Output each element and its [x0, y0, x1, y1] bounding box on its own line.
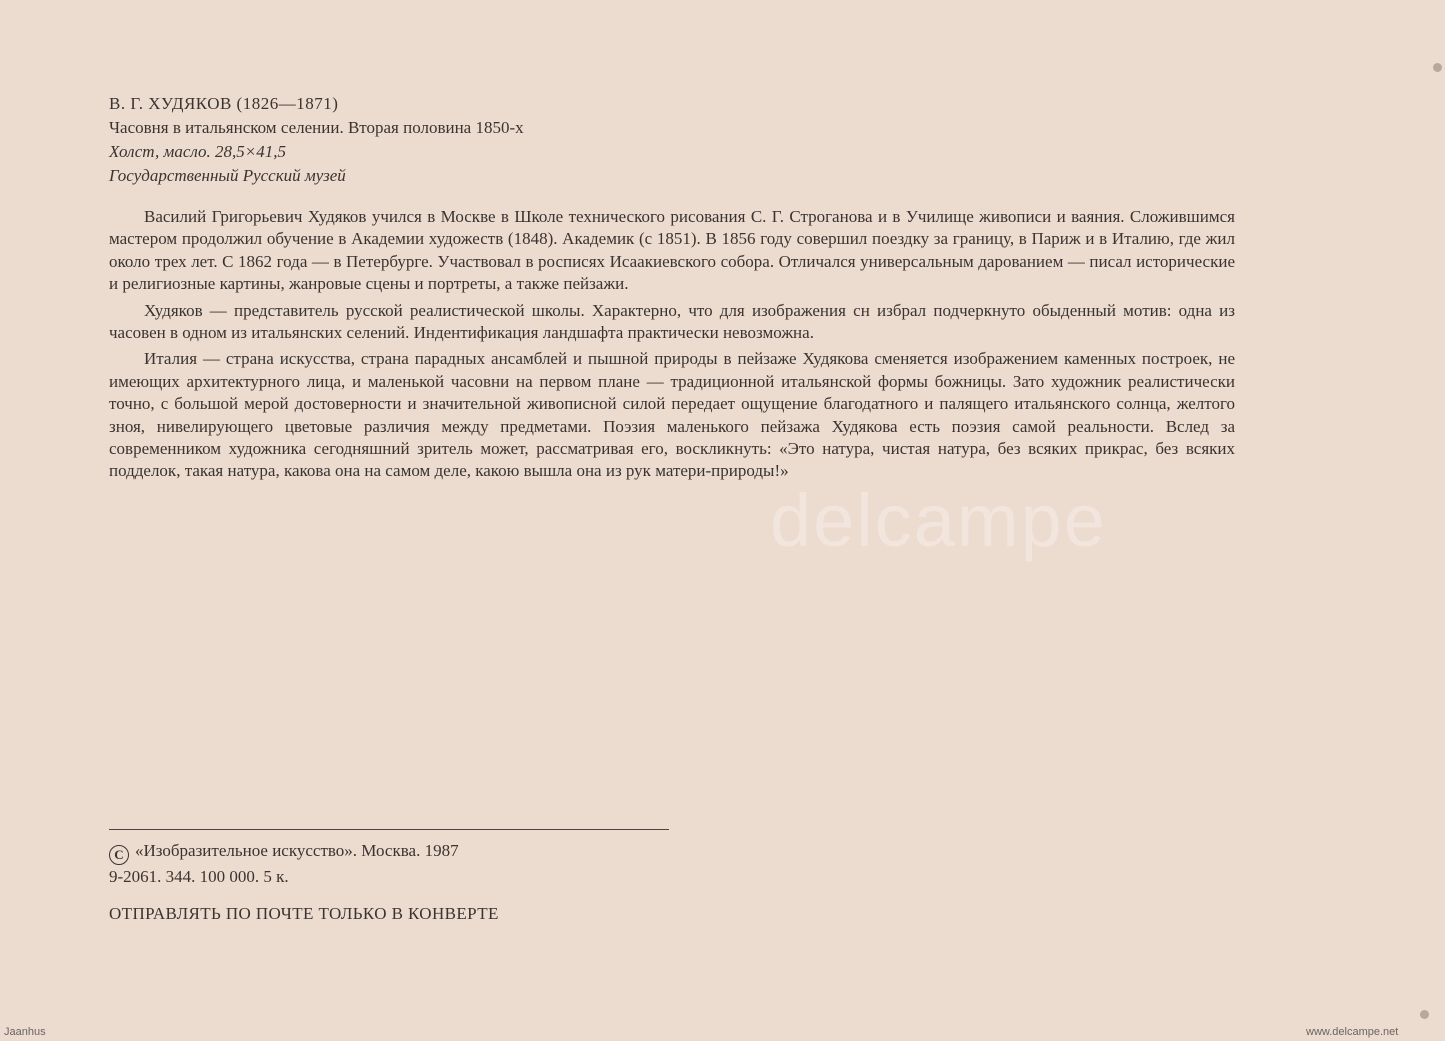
corner-dot — [1420, 1010, 1429, 1019]
description-text — [109, 206, 1235, 487]
copyright-icon: C — [109, 845, 129, 865]
artwork-medium: Холст, масло. 28,5×41,5 — [109, 142, 286, 161]
catalog-line: 9-2061. 344. 100 000. 5 к. — [109, 867, 289, 886]
paragraph: Италия — страна искусства, страна парадных ансамблей и пышной природы в пейзаже Худякова сменяется изображением каменных построек, не имеющих архитектурного лица, и маленькой часовни на первом плане — традиционной итальянской формы божницы. Зато художник реалистически точно, с большой мерой достоверности и значительной живописной силой передает ощущение благодатного и палящего итальянского солнца, желтого зноя, нивелирующего цветовые различия между предметами. Поэзия маленького пейзажа Худякова есть поэзия самой реальности. Вслед за современником художника сегодняшний зритель может, рассматривая его, воскликнуть: «Это натура, чистая натура, без всяких прикрас, без всяких подделок, такая натура, какова она на самом деле, какою вышла она из рук матери-природы!» — [109, 349, 1235, 481]
museum-name: Государственный Русский музей — [109, 166, 346, 185]
publisher-line: «Изобразительное искусство». Москва. 1987 — [135, 841, 459, 860]
paragraph: Худяков — представитель русской реалистической школы. Характерно, что для изображения сн избрал подчеркнуто обыденный мотив: одна из часовен в одном из итальянских селений. Индентификация ландшафта практически невозможна. — [109, 300, 1235, 343]
divider — [109, 829, 669, 830]
site-credit: www.delcampe.net — [1306, 1026, 1399, 1038]
artist-name: В. Г. ХУДЯКОВ (1826—1871) — [109, 94, 339, 113]
paragraph: Василий Григорьевич Худяков учился в Москве в Школе технического рисования С. Г. Строганова и в Училище живописи и ваяния. Сложившимся мастером продолжил обучение в Академии художеств (1848). Академик (с 1851). В 1856 году совершил поездку за границу, в Париж и в Италию, где жил около трех лет. С 1862 года — в Петербурге. Участвовал в росписях Исаакиевского собора. Отличался универсальным дарованием — писал исторические и религиозные картины, жанровые сцены и портреты, а также пейзажи. — [109, 207, 1235, 294]
artwork-caption — [109, 92, 1009, 188]
postal-notice: ОТПРАВЛЯТЬ ПО ПОЧТЕ ТОЛЬКО В КОНВЕРТЕ — [109, 904, 499, 923]
watermark: delcampe — [770, 479, 1107, 562]
uploader-credit: Jaanhus — [4, 1026, 46, 1038]
corner-dot — [1433, 63, 1442, 72]
artwork-title: Часовня в итальянском селении. Вторая половина 1850-х — [109, 118, 524, 137]
publisher-imprint — [109, 839, 459, 889]
